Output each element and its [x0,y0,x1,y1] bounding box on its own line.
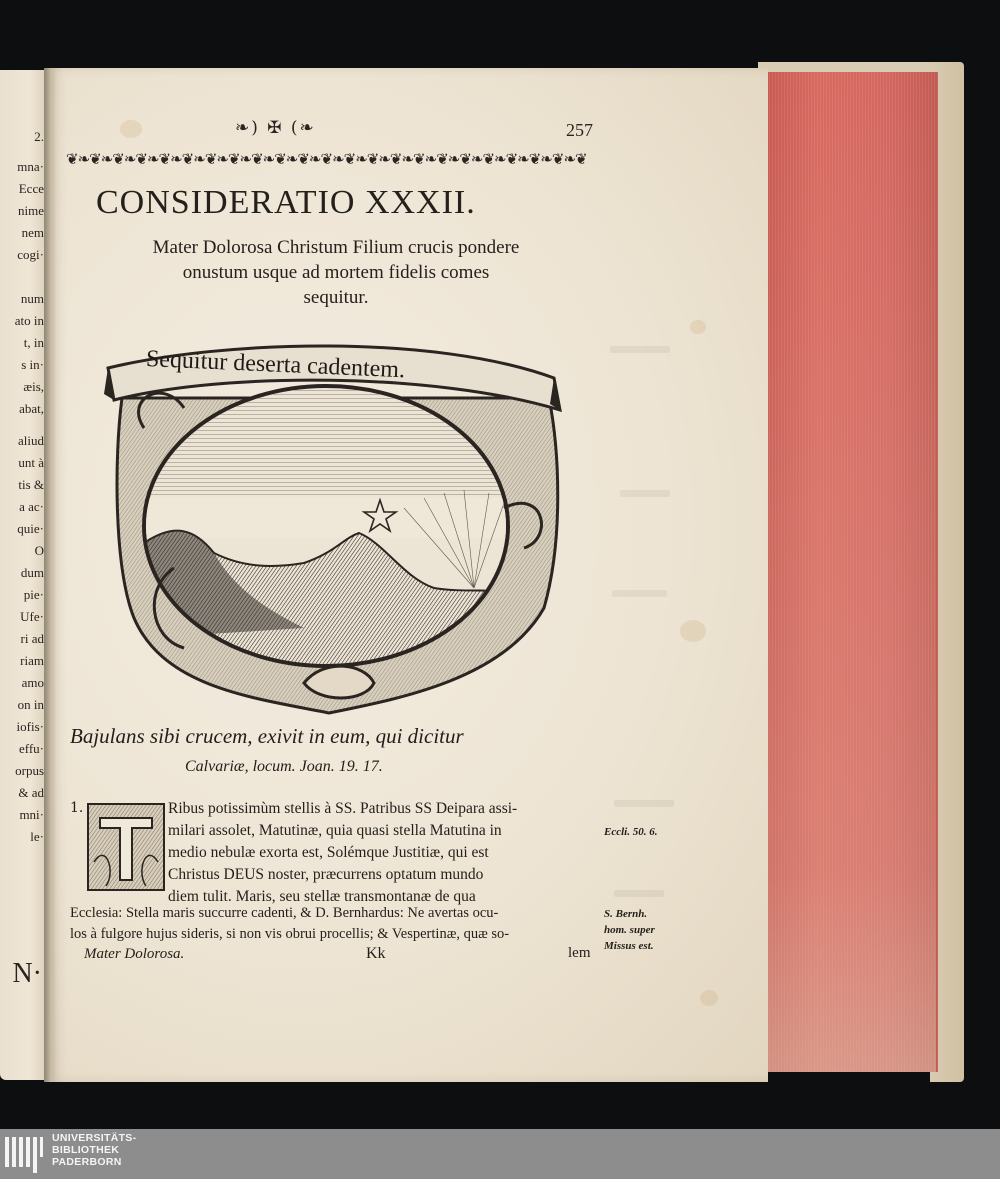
left-page-text-fragment: on in [17,697,44,712]
left-page-text-fragment: effu· [18,741,44,756]
left-page-text-fragment: æis, [23,379,44,394]
subtitle-line: sequitur. [303,287,369,308]
left-page-text-fragment: riam [20,653,44,668]
left-page-text-fragment: iofis· [16,719,44,734]
emblem-engraving [104,338,564,728]
body-text-line: los à fulgore hujus sideris, si non vis obrui procellis; & Vespertinæ, quæ so- [70,926,510,942]
paper-stain [680,620,706,642]
left-page-text-fragment: aliud [18,433,44,448]
signature-mark: Kk [366,945,386,962]
left-page-text-fragment: t, in [23,335,44,350]
show-through-text [614,890,664,897]
margin-note: Missus est. [604,940,654,952]
show-through-text [614,800,674,807]
paper-stain [690,320,706,334]
left-page-text-fragment: nime [18,203,44,218]
body-text-line: Christus DEUS noster, præcurrens optatum mundo [168,866,484,883]
margin-note: S. Bernh. [604,908,648,920]
left-page-text-fragment: a ac· [19,499,44,514]
left-page-text-fragment: Ufe· [20,609,44,624]
left-page-text-fragment: orpus [15,763,44,778]
left-page-text-fragment: & ad [18,785,44,800]
book-gutter [44,68,56,1082]
left-page-strip [0,70,50,1080]
library-name [52,1132,136,1168]
left-page-text-fragment: cogi· [17,247,44,262]
body-text-line: diem tulit. Maris, seu stellæ transmontanæ de qua [168,888,476,905]
body-text-line: medio nebulæ exorta est, Solémque Justitiæ, qui est [168,844,489,861]
running-head-ornament: ❧) ✠ (❧ [235,118,316,138]
left-page-text-fragment: dum [20,565,44,580]
page-number: 257 [566,120,593,140]
left-page-text-fragment: Ecce [18,181,44,196]
left-page-text-fragment: unt à [18,455,44,470]
library-name-line: UNIVERSITÄTS- [52,1132,137,1144]
page-edge-fade [764,72,936,1072]
left-page-text-fragment: O [34,543,44,558]
paper-stain [120,120,142,138]
left-page-text-fragment: 2. [34,129,44,144]
left-page-text-fragment: num [20,291,44,306]
left-page-text-fragment: ri ad [20,631,44,646]
paragraph-number: 1. [70,800,84,816]
emblem-motto: Sequitur deserta cadentem. [145,346,406,384]
scripture-reference: Calvariæ, locum. Joan. 19. 17. [185,758,383,775]
chapter-subtitle [66,235,606,310]
show-through-text [610,346,670,353]
body-text-line: Ecclesia: Stella maris succurre cadenti, & D. Bernhardus: Ne avertas ocu- [70,905,499,921]
left-page-text-fragment: tis & [18,477,44,492]
body-text-line: milari assolet, Matutinæ, quia quasi stella Matutina in [168,822,502,839]
left-page-text-fragment: abat, [19,401,44,416]
show-through-text [612,590,667,597]
library-name-line: PADERBORN [52,1156,122,1168]
decorative-border: ❦❧❦❧❦❧❦❧❦❧❦❧❦❧❦❧❦❧❦❧❦❧❦❧❦❧❦❧❦❧❦❧❦❧❦❧❦❧❦❧❦❧❦❧❦ [66,150,587,168]
catchword: lem [568,945,591,961]
library-logo-icon [3,1133,45,1173]
left-page-text-fragment: s in· [21,357,44,372]
left-page-text-fragment: mni· [19,807,44,822]
library-name-line: BIBLIOTHEK [52,1144,120,1156]
left-page-text-fragment: nem [21,225,44,240]
decorated-initial-t [86,802,166,892]
footer-running-title: Mater Dolorosa. [84,946,185,962]
left-page-text-fragment: quie· [17,521,44,536]
margin-note: hom. super [604,924,655,936]
left-page-text-fragment: mna· [17,159,44,174]
left-page-text-fragment: N· [12,958,42,989]
paper-stain [700,990,718,1006]
left-page-text-fragment: le· [30,829,44,844]
left-page-text-fragment: amo [21,675,44,690]
body-text-line: Ribus potissimùm stellis à SS. Patribus SS Deipara assi- [168,800,518,817]
margin-note: Eccli. 50. 6. [604,826,658,838]
library-footer-bar [0,1129,1000,1179]
left-page-text-fragment: pie· [23,587,44,602]
subtitle-line: Mater Dolorosa Christum Filium crucis pondere [152,237,520,258]
left-page-text-fragment: ato in [14,313,44,328]
scripture-caption: Bajulans sibi crucem, exivit in eum, qui dicitur [70,724,464,748]
chapter-title: CONSIDERATIO XXXII. [96,184,476,221]
subtitle-line: onustum usque ad mortem fidelis comes [182,262,490,283]
show-through-text [620,490,670,497]
